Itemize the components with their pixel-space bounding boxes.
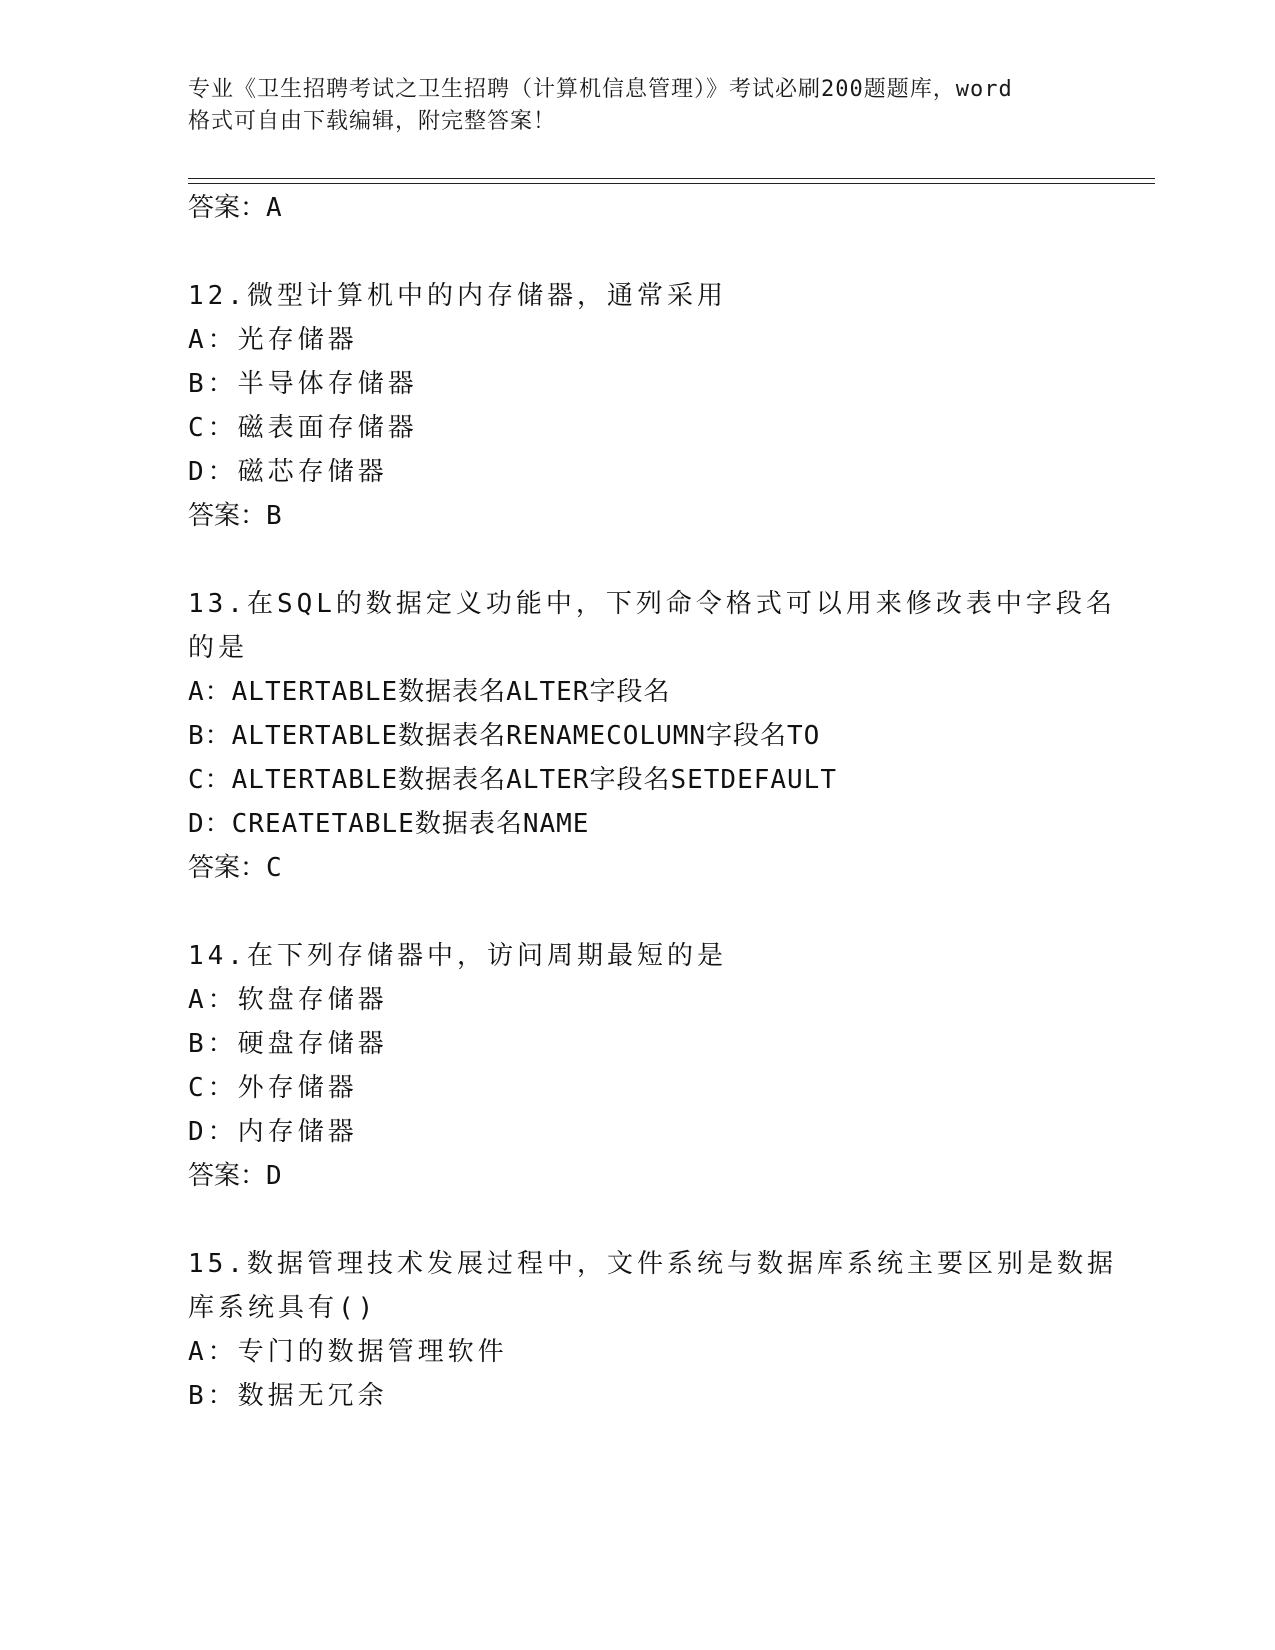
answer-q13: 答案：C [188,853,282,883]
answer-q12: 答案：B [188,501,282,531]
question-14-option-a: A：软盘存储器 [188,985,388,1015]
header-divider-bottom [188,183,1155,184]
question-12-option-d: D：磁芯存储器 [188,457,388,487]
question-13-option-b: B：ALTERTABLE数据表名RENAMECOLUMN字段名TO [188,721,821,751]
question-12-stem: 12.微型计算机中的内存储器，通常采用 [188,281,727,311]
question-13-stem-cont: 的是 [188,633,249,663]
question-15-stem-cont: 库系统具有() [188,1293,378,1323]
question-15-stem: 15.数据管理技术发展过程中，文件系统与数据库系统主要区别是数据 [188,1249,1117,1279]
answer-q11: 答案：A [188,193,282,223]
header-line-2: 格式可自由下载编辑，附完整答案！ [188,109,557,134]
question-13-stem: 13.在SQL的数据定义功能中，下列命令格式可以用来修改表中字段名 [188,589,1116,619]
header-line-1: 专业《卫生招聘考试之卫生招聘（计算机信息管理）》考试必刷200题题库，word [188,77,1013,102]
question-12-option-c: C：磁表面存储器 [188,413,418,443]
question-13-option-a: A：ALTERTABLE数据表名ALTER字段名 [188,677,671,707]
question-13-option-c: C：ALTERTABLE数据表名ALTER字段名SETDEFAULT [188,765,837,795]
question-12-option-a: A：光存储器 [188,325,358,355]
answer-q14: 答案：D [188,1161,282,1191]
question-15-option-b: B：数据无冗余 [188,1381,388,1411]
question-14-option-c: C：外存储器 [188,1073,358,1103]
question-14-option-b: B：硬盘存储器 [188,1029,388,1059]
question-12-option-b: B：半导体存储器 [188,369,418,399]
question-14-option-d: D：内存储器 [188,1117,358,1147]
question-13-option-d: D：CREATETABLE数据表名NAME [188,809,590,839]
header-divider-top [188,178,1155,179]
document-header [188,74,1088,138]
question-14-stem: 14.在下列存储器中，访问周期最短的是 [188,941,727,971]
question-15-option-a: A：专门的数据管理软件 [188,1337,508,1367]
